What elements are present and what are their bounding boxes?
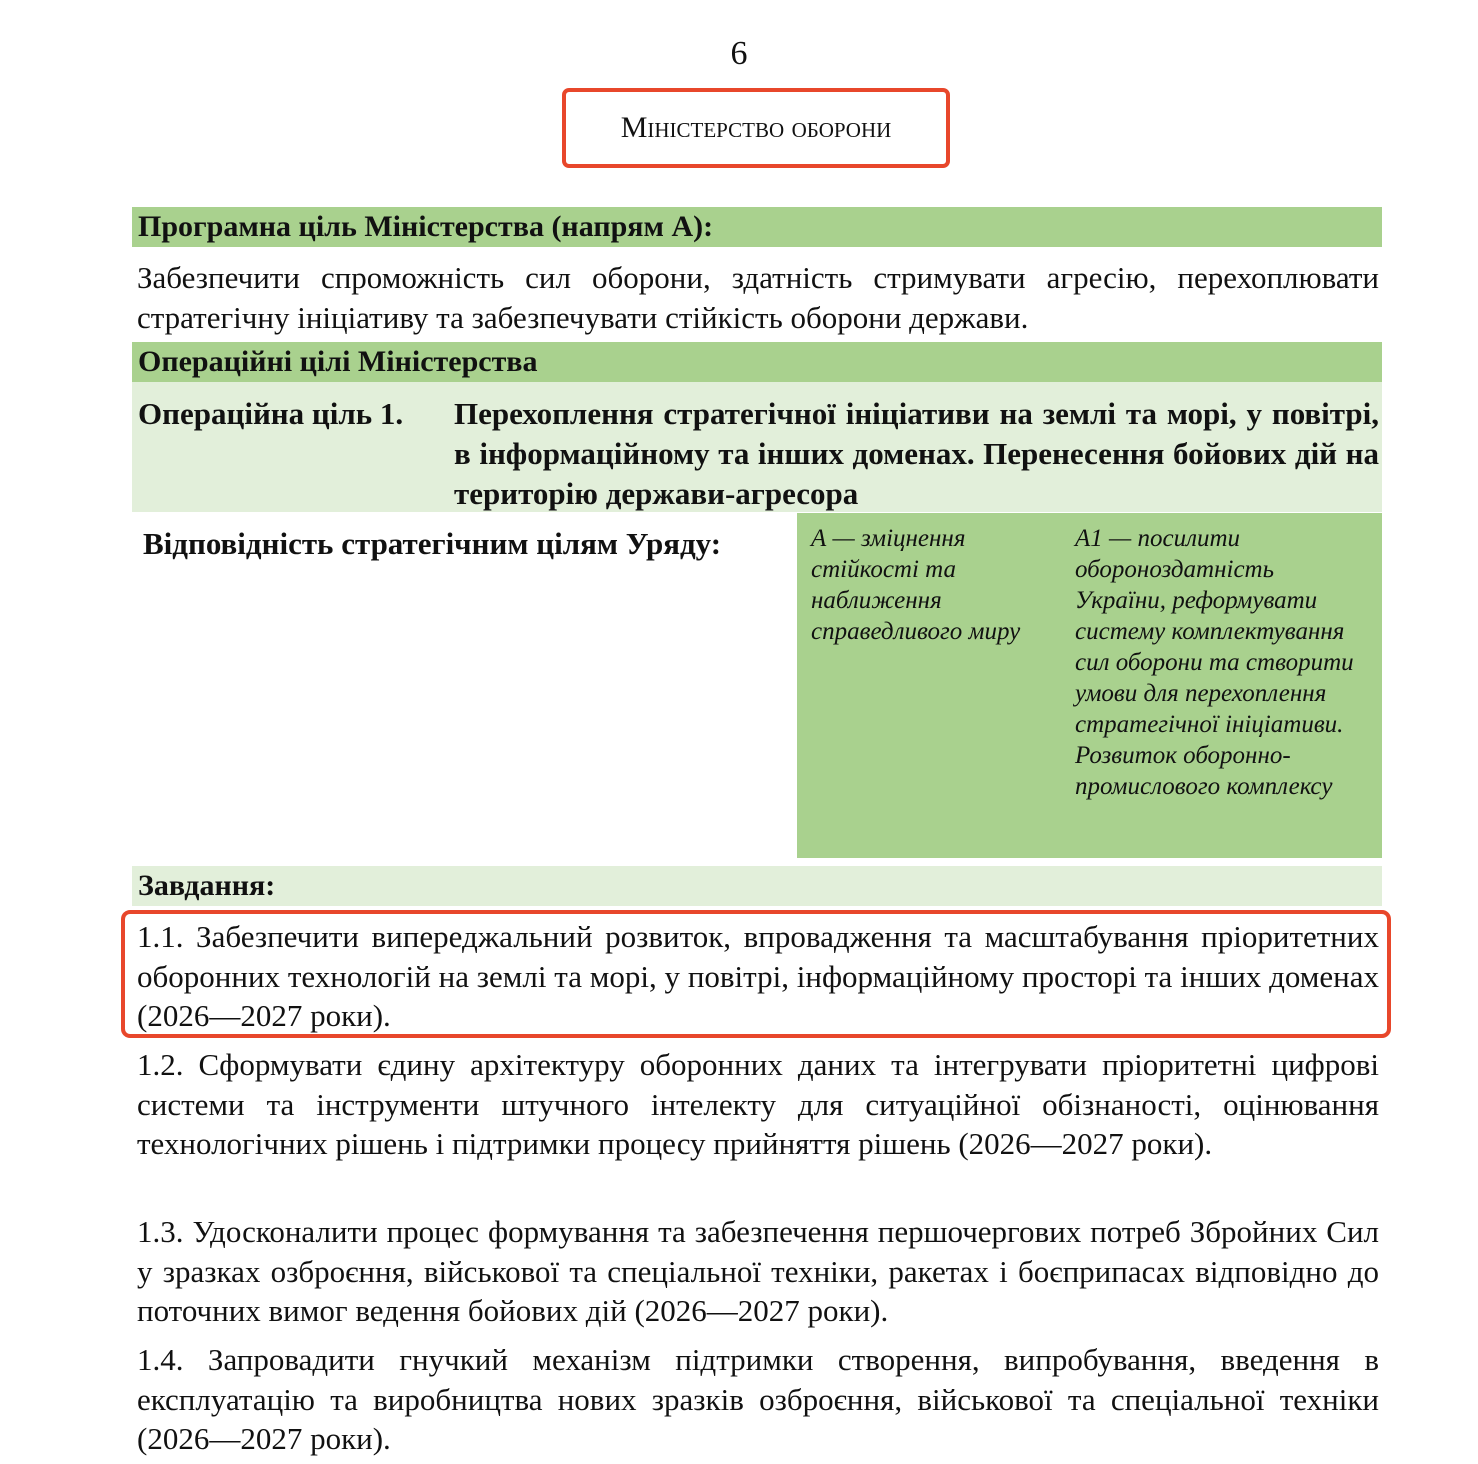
- operational-goals-heading: Операційні цілі Міністерства: [138, 345, 538, 378]
- government-goal-a: А — зміцнення стійкості та наближення справедливого миру: [811, 525, 1021, 645]
- government-goal-a1: А1 — посилити обороноздатність України, реформувати систему комплектування сил оборони та створити умови для перехоплення стратегічної ініціативи. Розвиток оборонно-промислового комплексу: [1075, 525, 1354, 800]
- ministry-title-box: [562, 88, 950, 168]
- program-goal-heading: Програмна ціль Міністерства (напрям А):: [138, 210, 714, 243]
- operational-goals-band: [132, 342, 1382, 382]
- task-1-2: 1.2. Сформувати єдину архітектуру оборонних даних та інтегрувати пріоритетні цифрові системи та інструменти штучного інтелекту для ситуаційної обізнаності, оцінювання технологічних рішень і підтримки процесу прийняття рішень (2026—2027 роки).: [137, 1047, 1379, 1161]
- operational-goal-1-text: Перехоплення стратегічної ініціативи на землі та морі, у повітрі, в інформаційному та інших доменах. Перенесення бойових дій на територію держави-агресора: [454, 396, 1379, 511]
- task-1-4: 1.4. Запровадити гнучкий механізм підтримки створення, випробування, введення в експлуатацію та виробництва нових зразків озброєння, військової та спеціальної техніки (2026—2027 роки).: [137, 1342, 1379, 1456]
- operational-goal-1-label: Операційна ціль 1.: [138, 396, 404, 431]
- task-1-1: 1.1. Забезпечити випереджальний розвиток, впровадження та масштабування пріоритетних оборонних технологій на землі та морі, у повітрі, інформаційному просторі та інших доменах (2026—2027 роки).: [137, 919, 1379, 1033]
- ministry-title: Міністерство оборони: [620, 111, 892, 144]
- tasks-band: [132, 866, 1382, 906]
- page-number: 6: [730, 35, 748, 72]
- alignment-label: Відповідність стратегічним цілям Уряду:: [143, 526, 722, 561]
- program-goal-band: [132, 207, 1382, 247]
- tasks-heading: Завдання:: [138, 869, 276, 902]
- alignment-goals-box: [797, 513, 1382, 858]
- operational-goal-1: [132, 382, 1382, 512]
- program-goal-text: Забезпечити спроможність сил оборони, здатність стримувати агресію, перехоплювати стратегічну ініціативу та забезпечувати стійкість оборони держави.: [137, 260, 1379, 335]
- task-1-3: 1.3. Удосконалити процес формування та забезпечення першочергових потреб Збройних Сил у зразках озброєння, військової та спеціальної техніки, ракетах і боєприпасах відповідно до поточних вимог ведення бойових дій (2026—2027 роки).: [137, 1214, 1379, 1328]
